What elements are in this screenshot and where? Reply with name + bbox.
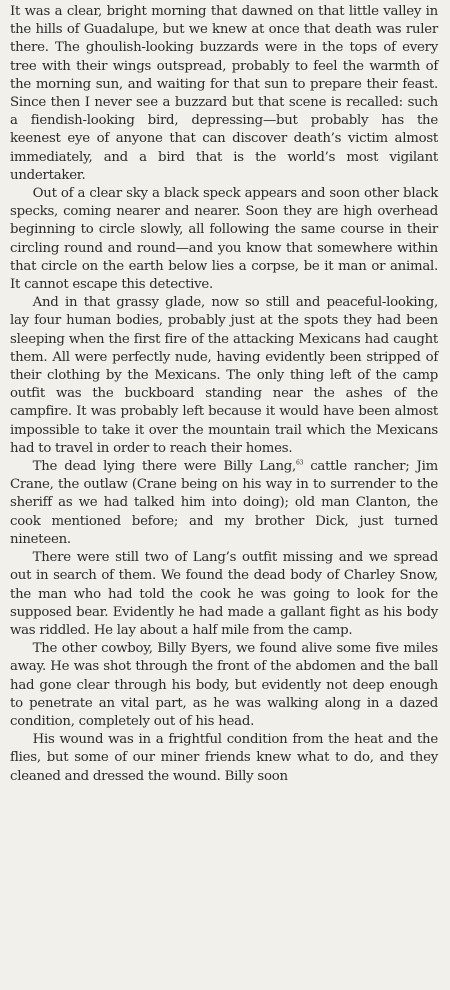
paragraph-search-missing: There were still two of Lang’s outfit missing and we spread out in search of them. We found the dead body of Charley Snow, the man who had told the cook he was going to look for the supposed bear. Evidently he had made a gallant fight as his body was riddled. He lay about a half mile from the camp. (10, 550, 438, 638)
paragraph-grassy-glade: And in that grassy glade, now so still and peaceful-looking, lay four human bodies, probably just at the spots they had been sleeping when the first fire of the attacking Mexicans had caught them. All were perfectly nude, having evidently been stripped of their clothing by the Mexicans. The only thing left of the camp outfit was the buckboard standing near the ashes of the campfire. It was probably left because it would have been almost impossible to take it over the mountain trail which the Mexicans had to travel in order to reach their homes. (10, 295, 438, 456)
footnote-marker: 63 (296, 459, 304, 467)
paragraph-buzzards-morning: It was a clear, bright morning that dawned on that little valley in the hills of Guadalupe, but we knew at once that death was ruler there. The ghoulish-looking buzzards were in the tops of every tree with their wings outspread, probably to feel the warmth of the morning sun, and waiting for that sun to prepare their feast. Since then I never see a buzzard but that scene is recalled: such a fiendish-looking bird, depressing—but probably has the keenest eye of anyone that can discover death’s victim almost immediately, and a bird that is the world’s most vigilant undertaker. (10, 4, 438, 183)
paragraph-the-dead (10, 458, 438, 549)
paragraph-billy-byers: The other cowboy, Billy Byers, we found alive some five miles away. He was shot through the front of the abdomen and the ball had gone clear through his body, but evidently not deep enough to penetrate an vital part, as he was walking along in a dazed condition, completely out of his head. (10, 641, 438, 729)
paragraph-black-specks: Out of a clear sky a black speck appears and soon other black specks, coming nearer and nearer. Soon they are high overhead beginning to circle slowly, all following the same course in their circling round and round—and you know that somewhere within that circle on the earth below lies a corpse, be it man or animal. It cannot escape this detective. (10, 186, 438, 293)
paragraph-the-dead-text-after: cattle rancher; Jim Crane, the outlaw (Crane being on his way in to surrender to the sheriff as we had talked him into doing); old man Clanton, the cook mentioned before; and my brother Dick, just turned nineteen. (10, 459, 438, 547)
paragraph-wound: His wound was in a frightful condition from the heat and the flies, but some of our miner friends knew what to do, and they cleaned and dressed the wound. Billy soon (10, 732, 438, 784)
paragraph-the-dead-text-before: The dead lying there were Billy Lang, (32, 459, 296, 475)
